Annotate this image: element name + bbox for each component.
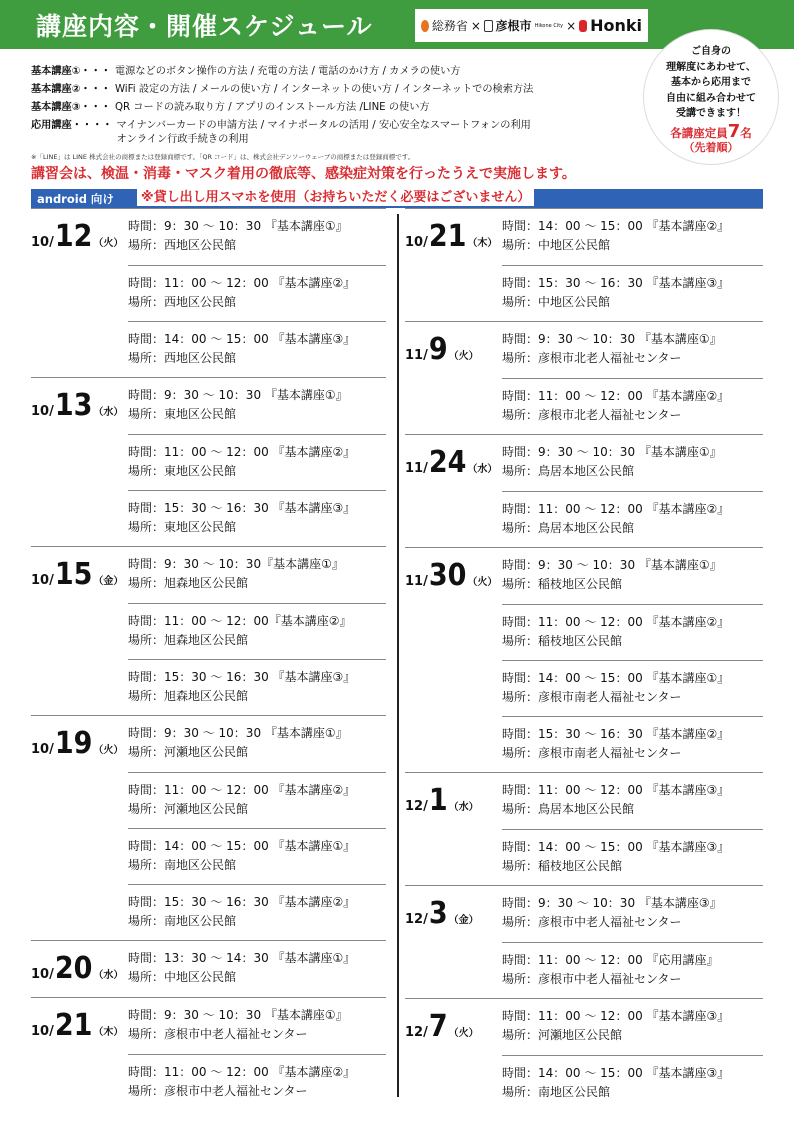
schedule-day bbox=[405, 434, 763, 547]
session-time: 時間：15：30 ～ 16：30 『基本講座②』 bbox=[128, 895, 356, 909]
session-list bbox=[502, 886, 763, 998]
schedule-date bbox=[405, 1009, 479, 1044]
course-name: 基本講座① bbox=[31, 66, 81, 77]
date-weekday: （火） bbox=[448, 351, 479, 362]
session-place: 場所：鳥居本地区公民館 bbox=[502, 802, 635, 816]
date-weekday: （火） bbox=[93, 745, 124, 756]
date-weekday: （水） bbox=[93, 970, 124, 981]
session-time: 時間：11：00 ～ 12：00 『基本講座③』 bbox=[502, 783, 730, 797]
trademark-note: ※「LINE」は LINE 株式会社の商標または登録商標です。「QR コード」は、株式会社デンソーウェーブの商標または登録商標です。 bbox=[31, 153, 415, 161]
logo-hikone-en: Hikone City bbox=[534, 22, 564, 29]
date-weekday: （木） bbox=[467, 238, 498, 249]
session-time: 時間：9：30 ～ 10：30 『基本講座③』 bbox=[502, 896, 722, 910]
session-item bbox=[128, 321, 386, 377]
session-item bbox=[128, 941, 386, 997]
date-day: 21 bbox=[428, 219, 467, 254]
capacity-text: ご自身の 理解度にあわせて、 基本から応用まで 自由に組み合わせて 受講できます！ bbox=[666, 46, 756, 119]
session-time: 時間：14：00 ～ 15：00 『基本講座①』 bbox=[502, 671, 730, 685]
capacity-caption-prefix: 各講座定員 bbox=[670, 125, 728, 140]
session-item bbox=[128, 434, 386, 490]
session-place: 場所：南地区公民館 bbox=[502, 1085, 611, 1099]
session-item bbox=[502, 604, 763, 660]
date-day: 1 bbox=[428, 783, 448, 818]
session-item bbox=[128, 265, 386, 321]
schedule-date bbox=[31, 951, 123, 986]
course-dots: ・・・ bbox=[80, 102, 111, 113]
session-item bbox=[502, 999, 763, 1055]
date-weekday: （金） bbox=[93, 576, 124, 587]
rental-note: ※貸し出し用スマホを使用（お持ちいただく必要はございません） bbox=[137, 189, 534, 206]
date-month: 11/ bbox=[405, 348, 428, 363]
date-weekday: （水） bbox=[448, 802, 479, 813]
session-place: 場所：鳥居本地区公民館 bbox=[502, 464, 635, 478]
session-list bbox=[502, 435, 763, 547]
session-item bbox=[128, 378, 386, 434]
course-content: マイナンバーカードの申請方法 / マイナポータルの活用 / 安心安全なスマートフォンの利用 オンライン行政手続きの利用 bbox=[116, 120, 531, 145]
logo-honki: Honki bbox=[590, 16, 642, 35]
schedule-left-column bbox=[31, 208, 386, 1110]
session-time: 時間：14：00 ～ 15：00 『基本講座③』 bbox=[502, 1066, 730, 1080]
date-day: 30 bbox=[428, 558, 467, 593]
course-list bbox=[31, 63, 651, 147]
session-time: 時間：9：30 ～ 10：30 『基本講座①』 bbox=[128, 219, 348, 233]
session-item bbox=[502, 265, 763, 321]
session-place: 場所：旭森地区公民館 bbox=[128, 689, 249, 703]
session-list bbox=[502, 548, 763, 772]
course-content: QR コードの読み取り方 / アプリのインストール方法 /LINE の使い方 bbox=[114, 102, 430, 113]
date-day: 13 bbox=[54, 388, 93, 423]
date-day: 9 bbox=[428, 332, 448, 367]
android-tag: android 向け bbox=[37, 192, 114, 206]
session-item bbox=[128, 998, 386, 1054]
session-item bbox=[128, 659, 386, 715]
session-time: 時間：11：00 ～ 12：00 『基本講座②』 bbox=[128, 783, 356, 797]
session-list bbox=[502, 773, 763, 885]
partner-logos bbox=[415, 9, 648, 42]
schedule-date bbox=[405, 219, 497, 254]
date-month: 10/ bbox=[31, 573, 54, 588]
capacity-badge bbox=[643, 29, 779, 165]
course-content: WiFi 設定の方法 / メールの使い方 / インターネットの使い方 / インターネットでの検索方法 bbox=[114, 84, 534, 95]
date-month: 12/ bbox=[405, 912, 428, 927]
session-place: 場所：河瀬地区公民館 bbox=[128, 802, 249, 816]
capacity-sub: （先着順） bbox=[683, 140, 739, 154]
session-time: 時間：9：30 ～ 10：30 『基本講座①』 bbox=[128, 388, 348, 402]
session-time: 時間：14：00 ～ 15：00 『基本講座③』 bbox=[502, 840, 730, 854]
session-time: 時間：13：30 ～ 14：30 『基本講座①』 bbox=[128, 951, 356, 965]
schedule-day bbox=[405, 547, 763, 772]
date-weekday: （火） bbox=[467, 577, 498, 588]
session-time: 時間：9：30 ～ 10：30 『基本講座①』 bbox=[502, 332, 722, 346]
course-item bbox=[31, 99, 651, 117]
date-month: 10/ bbox=[31, 742, 54, 757]
session-place: 場所：彦根市中老人福祉センター bbox=[502, 972, 682, 986]
course-item bbox=[31, 81, 651, 99]
schedule-day bbox=[405, 321, 763, 434]
session-time: 時間：11：00 ～ 12：00 『基本講座②』 bbox=[128, 276, 356, 290]
session-place: 場所：鳥居本地区公民館 bbox=[502, 521, 635, 535]
schedule-date bbox=[405, 783, 479, 818]
session-list bbox=[128, 547, 386, 715]
session-place: 場所：中地区公民館 bbox=[502, 295, 611, 309]
date-month: 10/ bbox=[31, 235, 54, 250]
session-place: 場所：彦根市中老人福祉センター bbox=[128, 1084, 308, 1098]
date-weekday: （木） bbox=[93, 1027, 124, 1038]
schedule-day bbox=[405, 885, 763, 998]
course-content: 電源などのボタン操作の方法 / 充電の方法 / 電話のかけ方 / カメラの使い方 bbox=[114, 66, 461, 77]
session-time: 時間：11：00 ～ 12：00 『基本講座②』 bbox=[128, 1065, 356, 1079]
session-list bbox=[128, 998, 386, 1110]
schedule-date bbox=[405, 896, 479, 931]
session-place: 場所：稲枝地区公民館 bbox=[502, 859, 623, 873]
session-item bbox=[128, 547, 386, 603]
date-weekday: （水） bbox=[93, 407, 124, 418]
column-divider bbox=[397, 214, 399, 1097]
session-place: 場所：東地区公民館 bbox=[128, 407, 237, 421]
session-time: 時間：15：30 ～ 16：30 『基本講座②』 bbox=[502, 727, 730, 741]
capacity-caption bbox=[644, 120, 778, 142]
session-list bbox=[128, 941, 386, 997]
schedule-day bbox=[405, 772, 763, 885]
course-dots: ・・・ bbox=[80, 66, 111, 77]
session-place: 場所：東地区公民館 bbox=[128, 464, 237, 478]
date-month: 10/ bbox=[405, 235, 428, 250]
schedule-day bbox=[31, 940, 386, 997]
session-item bbox=[502, 548, 763, 604]
android-bar bbox=[31, 189, 763, 208]
session-time: 時間：11：00 ～ 12：00 『基本講座③』 bbox=[502, 1009, 730, 1023]
date-day: 21 bbox=[54, 1008, 93, 1043]
schedule-date bbox=[31, 1008, 123, 1043]
session-place: 場所：中地区公民館 bbox=[502, 238, 611, 252]
session-list bbox=[128, 209, 386, 377]
session-time: 時間：11：00 ～ 12：00『基本講座②』 bbox=[128, 614, 352, 628]
schedule-date bbox=[405, 332, 479, 367]
date-weekday: （水） bbox=[467, 464, 498, 475]
session-item bbox=[502, 829, 763, 885]
session-item bbox=[502, 435, 763, 491]
safety-warning: 講習会は、検温・消毒・マスク着用の徹底等、感染症対策を行ったうえで実施します。 bbox=[31, 166, 576, 182]
session-place: 場所：彦根市南老人福祉センター bbox=[502, 690, 682, 704]
schedule-day bbox=[405, 998, 763, 1111]
session-list bbox=[128, 378, 386, 546]
session-list bbox=[502, 999, 763, 1111]
session-place: 場所：河瀬地区公民館 bbox=[502, 1028, 623, 1042]
date-weekday: （火） bbox=[448, 1028, 479, 1039]
session-place: 場所：南地区公民館 bbox=[128, 914, 237, 928]
logo-hikone: 彦根市 bbox=[495, 19, 532, 33]
date-month: 10/ bbox=[31, 404, 54, 419]
capacity-number: 7 bbox=[727, 120, 741, 142]
schedule-date bbox=[31, 219, 123, 254]
session-list bbox=[502, 209, 763, 321]
schedule-day bbox=[31, 208, 386, 377]
date-month: 11/ bbox=[405, 574, 428, 589]
date-month: 10/ bbox=[31, 1024, 54, 1039]
logo-soumusho: 総務省 bbox=[431, 19, 468, 33]
session-list bbox=[502, 322, 763, 434]
session-item bbox=[128, 1054, 386, 1110]
session-place: 場所：中地区公民館 bbox=[128, 970, 237, 984]
capacity-unit: 名 bbox=[740, 125, 752, 140]
session-time: 時間：9：30 ～ 10：30『基本講座①』 bbox=[128, 557, 344, 571]
date-weekday: （火） bbox=[93, 238, 124, 249]
schedule-day bbox=[31, 715, 386, 940]
session-item bbox=[128, 716, 386, 772]
schedule-day bbox=[31, 546, 386, 715]
session-place: 場所：彦根市北老人福祉センター bbox=[502, 408, 682, 422]
session-place: 場所：西地区公民館 bbox=[128, 238, 237, 252]
date-weekday: （金） bbox=[448, 915, 479, 926]
session-time: 時間：15：30 ～ 16：30 『基本講座③』 bbox=[128, 670, 356, 684]
session-item bbox=[502, 1055, 763, 1111]
session-time: 時間：11：00 ～ 12：00 『基本講座②』 bbox=[128, 445, 356, 459]
session-item bbox=[502, 942, 763, 998]
session-place: 場所：彦根市中老人福祉センター bbox=[128, 1027, 308, 1041]
session-time: 時間：14：00 ～ 15：00 『基本講座②』 bbox=[502, 219, 730, 233]
session-place: 場所：西地区公民館 bbox=[128, 351, 237, 365]
session-item bbox=[128, 490, 386, 546]
session-item bbox=[128, 884, 386, 940]
date-day: 24 bbox=[428, 445, 467, 480]
date-day: 7 bbox=[428, 1009, 448, 1044]
session-place: 場所：東地区公民館 bbox=[128, 520, 237, 534]
schedule-date bbox=[405, 445, 497, 480]
session-place: 場所：彦根市中老人福祉センター bbox=[502, 915, 682, 929]
schedule-date bbox=[31, 726, 123, 761]
session-place: 場所：彦根市南老人福祉センター bbox=[502, 746, 682, 760]
logo-times-1: × bbox=[470, 18, 481, 33]
date-month: 10/ bbox=[31, 967, 54, 982]
course-item bbox=[31, 63, 651, 81]
schedule-day bbox=[405, 208, 763, 321]
session-time: 時間：15：30 ～ 16：30 『基本講座③』 bbox=[128, 501, 356, 515]
session-item bbox=[502, 660, 763, 716]
session-item bbox=[502, 886, 763, 942]
session-time: 時間：9：30 ～ 10：30 『基本講座①』 bbox=[502, 558, 722, 572]
schedule-date bbox=[31, 388, 123, 423]
course-dots: ・・・ bbox=[80, 84, 111, 95]
hikone-logo-icon bbox=[484, 20, 493, 32]
session-item bbox=[128, 603, 386, 659]
date-day: 15 bbox=[54, 557, 93, 592]
date-month: 12/ bbox=[405, 799, 428, 814]
session-time: 時間：9：30 ～ 10：30 『基本講座①』 bbox=[128, 726, 348, 740]
date-month: 12/ bbox=[405, 1025, 428, 1040]
session-item bbox=[502, 773, 763, 829]
session-time: 時間：11：00 ～ 12：00 『応用講座』 bbox=[502, 953, 719, 967]
session-place: 場所：稲枝地区公民館 bbox=[502, 634, 623, 648]
session-place: 場所：河瀬地区公民館 bbox=[128, 745, 249, 759]
date-day: 20 bbox=[54, 951, 93, 986]
schedule-date bbox=[405, 558, 497, 593]
session-item bbox=[502, 716, 763, 772]
session-time: 時間：14：00 ～ 15：00 『基本講座③』 bbox=[128, 332, 356, 346]
session-item bbox=[502, 378, 763, 434]
date-day: 3 bbox=[428, 896, 448, 931]
session-place: 場所：西地区公民館 bbox=[128, 295, 237, 309]
session-item bbox=[128, 772, 386, 828]
session-time: 時間：9：30 ～ 10：30 『基本講座①』 bbox=[128, 1008, 348, 1022]
session-time: 時間：9：30 ～ 10：30 『基本講座①』 bbox=[502, 445, 722, 459]
schedule-day bbox=[31, 997, 386, 1110]
schedule-right-column bbox=[405, 208, 763, 1111]
page-title: 講座内容・開催スケジュール bbox=[36, 12, 373, 41]
session-item bbox=[502, 322, 763, 378]
course-name: 基本講座② bbox=[31, 84, 81, 95]
session-item bbox=[502, 491, 763, 547]
session-place: 場所：旭森地区公民館 bbox=[128, 633, 249, 647]
course-dots: ・・・・ bbox=[71, 120, 113, 131]
course-item bbox=[31, 117, 651, 147]
session-place: 場所：彦根市北老人福祉センター bbox=[502, 351, 682, 365]
session-item bbox=[128, 209, 386, 265]
session-place: 場所：旭森地区公民館 bbox=[128, 576, 249, 590]
session-item bbox=[502, 209, 763, 265]
session-time: 時間：11：00 ～ 12：00 『基本講座②』 bbox=[502, 502, 730, 516]
course-name: 基本講座③ bbox=[31, 102, 81, 113]
schedule-day bbox=[31, 377, 386, 546]
date-day: 19 bbox=[54, 726, 93, 761]
schedule-date bbox=[31, 557, 123, 592]
session-place: 場所：南地区公民館 bbox=[128, 858, 237, 872]
soumusho-logo-icon bbox=[421, 20, 429, 32]
honki-logo-icon bbox=[579, 20, 587, 32]
date-month: 11/ bbox=[405, 461, 428, 476]
session-list bbox=[128, 716, 386, 940]
date-day: 12 bbox=[54, 219, 93, 254]
session-item bbox=[128, 828, 386, 884]
session-time: 時間：15：30 ～ 16：30 『基本講座③』 bbox=[502, 276, 730, 290]
session-time: 時間：11：00 ～ 12：00 『基本講座②』 bbox=[502, 389, 730, 403]
logo-times-2: × bbox=[566, 18, 577, 33]
course-name: 応用講座 bbox=[31, 120, 72, 131]
session-place: 場所：稲枝地区公民館 bbox=[502, 577, 623, 591]
session-time: 時間：11：00 ～ 12：00 『基本講座②』 bbox=[502, 615, 730, 629]
session-time: 時間：14：00 ～ 15：00 『基本講座①』 bbox=[128, 839, 356, 853]
